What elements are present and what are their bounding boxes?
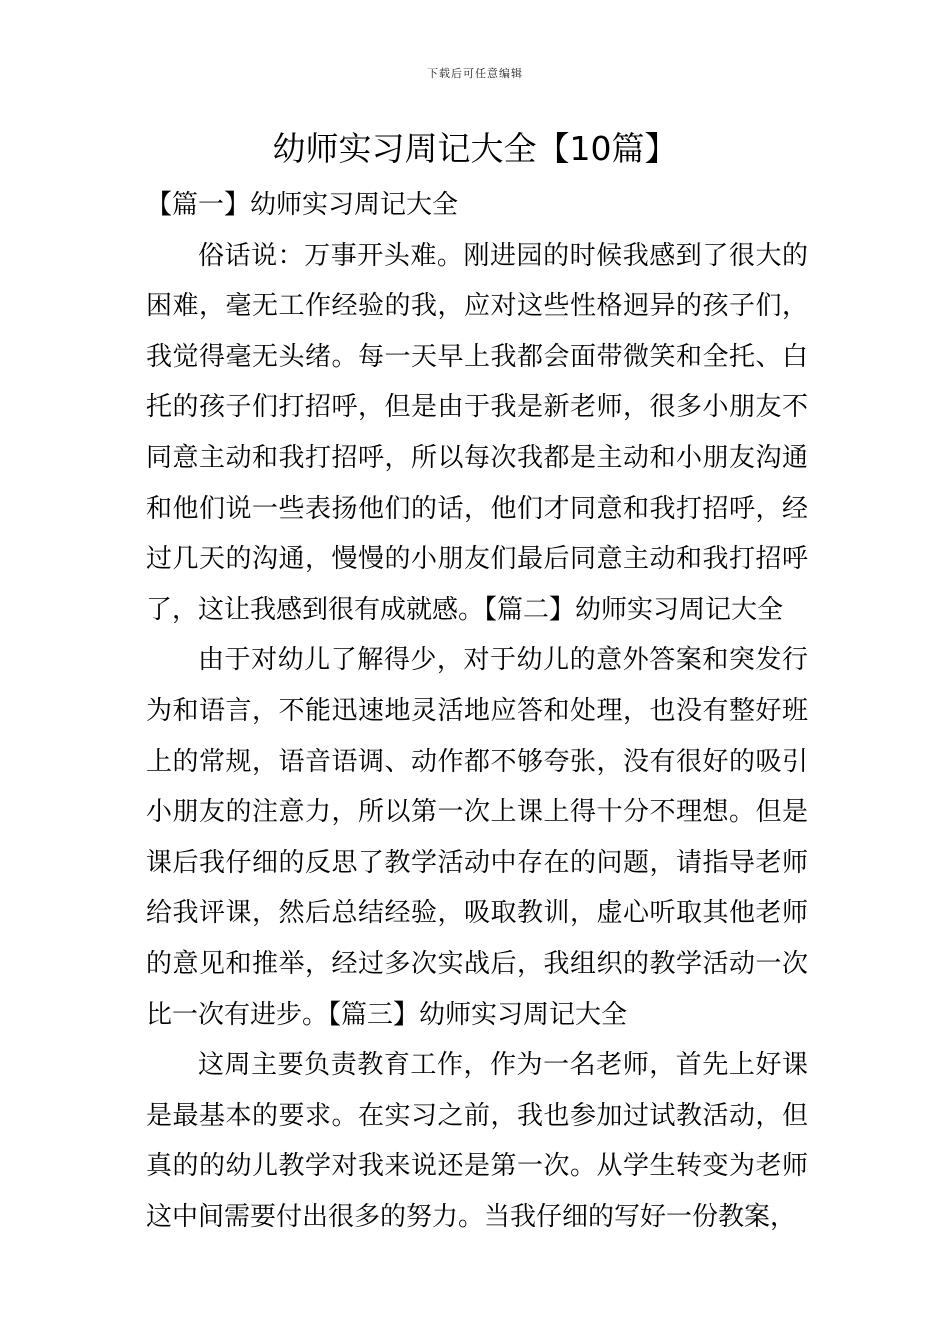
section-body-2: 由于对幼儿了解得少，对于幼儿的意外答案和突发行为和语言，不能迅速地灵活地应答和处理，也没有整好班上的常规，语音语调、动作都不够夸张，没有很好的吸引小朋友的注意力，所以第一次上课上得十分不理想。但是课后我仔细的反思了教学活动中存在的问题，请指导老师给我评课，然后总结经验，吸取教训，虚心听取其他老师的意见和推举，经过多次实战后，我组织的教学活动一次比一次有进步。 xyxy=(146,645,808,1030)
document-title: 幼师实习周记大全【10篇】 xyxy=(272,129,678,168)
section-body-1: 俗话说：万事开头难。刚进园的时候我感到了很大的困难，毫无工作经验的我，应对这些性格迥异的孩子们，我觉得毫无头绪。每一天早上我都会面带微笑和全托、白托的孩子们打招呼，但是由于我是新老师，很多小朋友不同意主动和我打招呼，所以每次我都是主动和小朋友沟通和他们说一些表扬他们的话，他们才同意和我打招呼，经过几天的沟通，慢慢的小朋友们最后同意主动和我打招呼了，这让我感到很有成就感。 xyxy=(146,240,808,625)
section-paragraph-1 xyxy=(146,231,808,636)
document-body xyxy=(146,180,808,1242)
section-heading-1: 【篇一】幼师实习周记大全 xyxy=(146,190,459,220)
header-note: 下载后可任意编辑 xyxy=(427,67,523,80)
section-paragraph-3 xyxy=(146,1040,808,1242)
section-heading-2: 【篇二】幼师实习周记大全 xyxy=(484,594,784,625)
section-paragraph-2 xyxy=(146,635,808,1040)
section-body-3: 这周主要负责教育工作，作为一名老师，首先上好课是最基本的要求。在实习之前，我也参加过试教活动，但真的的幼儿教学对我来说还是第一次。从学生转变为老师这中间需要付出很多的努力。当我仔细的写好一份教案， xyxy=(146,1050,808,1232)
section-heading-3: 【篇三】幼师实习周记大全 xyxy=(328,999,628,1030)
